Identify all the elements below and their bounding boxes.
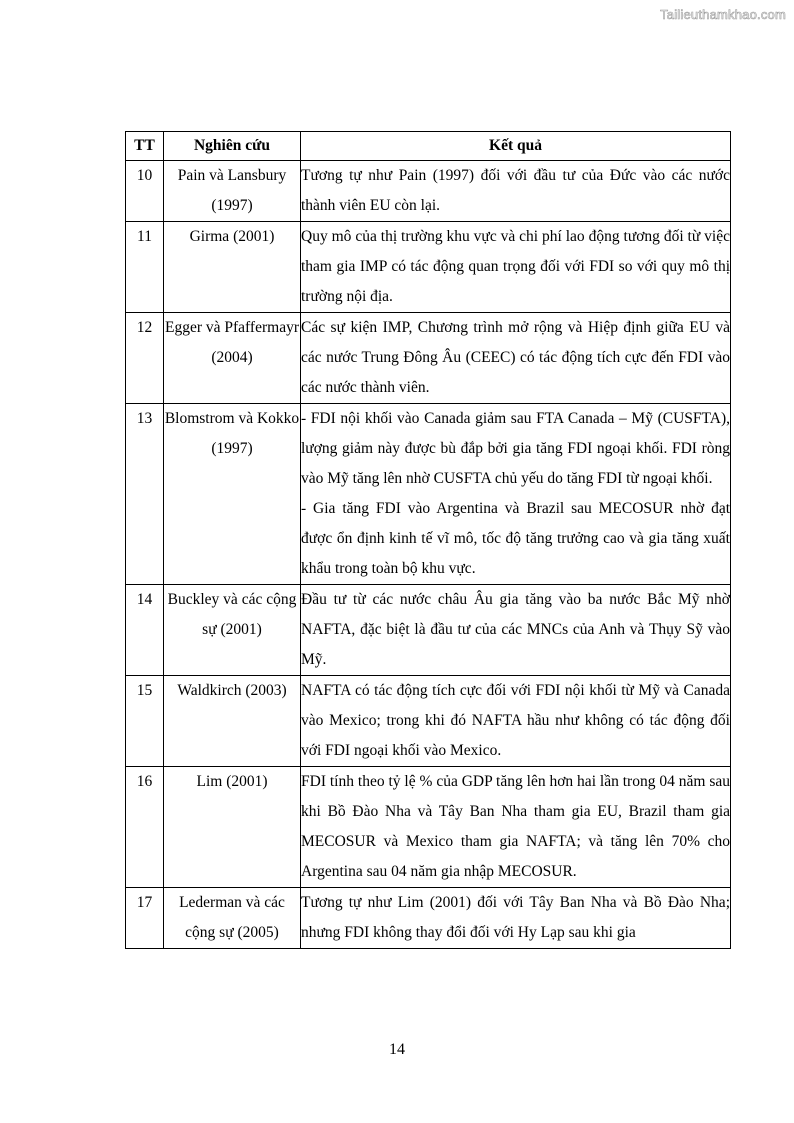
result-text: NAFTA có tác động tích cực đối với FDI nội khối từ Mỹ và Canada vào Mexico; trong khi đó NAFTA hầu như không có tác động đối với FDI ngoại khối vào Mexico. (301, 682, 730, 759)
result-cell (301, 161, 731, 222)
result-text: Tương tự như Pain (1997) đối với đầu tư của Đức vào các nước thành viên EU còn lại. (301, 167, 730, 214)
result-text: Tương tự như Lim (2001) đối với Tây Ban Nha và Bồ Đào Nha; nhưng FDI không thay đổi đối với Hy Lạp sau khi gia (301, 894, 730, 941)
row-number: 10 (126, 161, 164, 222)
result-cell (301, 404, 731, 585)
study-name: Lederman và các cộng sự (2005) (164, 888, 301, 949)
study-name: Buckley và các cộng sự (2001) (164, 585, 301, 676)
page-number: 14 (389, 1041, 405, 1058)
row-number: 14 (126, 585, 164, 676)
table-row (126, 404, 731, 585)
header-study: Nghiên cứu (164, 132, 301, 161)
result-cell (301, 767, 731, 888)
result-cell (301, 313, 731, 404)
study-name: Blomstrom và Kokko (1997) (164, 404, 301, 585)
table-row (126, 161, 731, 222)
result-cell (301, 888, 731, 949)
header-result: Kết quả (301, 132, 731, 161)
table-row (126, 313, 731, 404)
study-name: Egger và Pfaffermayr (2004) (164, 313, 301, 404)
result-text: - FDI nội khối vào Canada giảm sau FTA Canada – Mỹ (CUSFTA), lượng giảm này được bù đắp bởi gia tăng FDI ngoại khối. FDI ròng vào Mỹ tăng lên nhờ CUSFTA chủ yếu do tăng FDI từ ngoại khối. (301, 410, 730, 487)
results-table (125, 131, 731, 949)
result-text: Quy mô của thị trường khu vực và chi phí lao động tương đối từ việc tham gia IMP có tác động quan trọng đối với FDI so với quy mô thị trường nội địa. (301, 228, 730, 305)
study-name: Pain và Lansbury (1997) (164, 161, 301, 222)
row-number: 11 (126, 222, 164, 313)
row-number: 12 (126, 313, 164, 404)
result-text: FDI tính theo tỷ lệ % của GDP tăng lên hơn hai lần trong 04 năm sau khi Bồ Đào Nha và Tây Ban Nha tham gia EU, Brazil tham gia MECOSUR và Mexico tham gia NAFTA; và tăng lên 70% cho Argentina sau 04 năm gia nhập MECOSUR. (301, 773, 730, 880)
result-text: Các sự kiện IMP, Chương trình mở rộng và Hiệp định giữa EU và các nước Trung Đông Âu (CEEC) có tác động tích cực đến FDI vào các nước thành viên. (301, 319, 730, 396)
study-name: Lim (2001) (164, 767, 301, 888)
study-name: Waldkirch (2003) (164, 676, 301, 767)
result-cell (301, 222, 731, 313)
result-cell (301, 585, 731, 676)
row-number: 16 (126, 767, 164, 888)
row-number: 15 (126, 676, 164, 767)
table-row (126, 888, 731, 949)
table-row (126, 676, 731, 767)
result-text: - Gia tăng FDI vào Argentina và Brazil sau MECOSUR nhờ đạt được ổn định kinh tế vĩ mô, tốc độ tăng trưởng cao và gia tăng xuất khẩu trong toàn bộ khu vực. (301, 500, 730, 577)
result-text: Đầu tư từ các nước châu Âu gia tăng vào ba nước Bắc Mỹ nhờ NAFTA, đặc biệt là đầu tư của các MNCs của Anh và Thụy Sỹ vào Mỹ. (301, 591, 730, 668)
table-header-row (126, 132, 731, 161)
table-row (126, 767, 731, 888)
table-row (126, 222, 731, 313)
row-number: 13 (126, 404, 164, 585)
watermark: Tailieuthamkhao.com (660, 7, 786, 22)
study-name: Girma (2001) (164, 222, 301, 313)
table-row (126, 585, 731, 676)
result-cell (301, 676, 731, 767)
header-tt: TT (126, 132, 164, 161)
row-number: 17 (126, 888, 164, 949)
